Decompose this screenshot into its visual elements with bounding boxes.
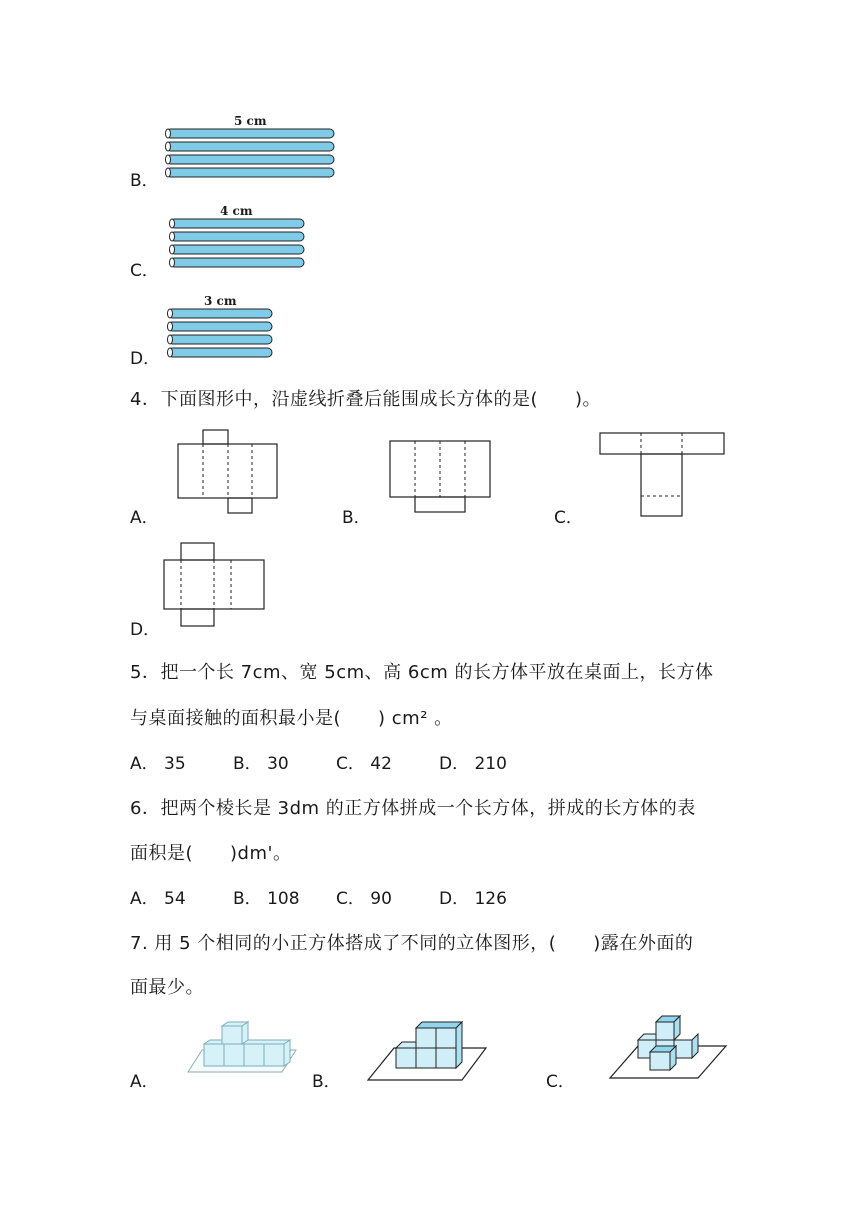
q4-option-d-label: D．	[130, 620, 161, 640]
q6-choice-a: A． 54	[130, 889, 186, 909]
q3-option-d-rods	[164, 306, 276, 362]
q4-option-d-net	[164, 543, 266, 629]
q5-choice-a: A． 35	[130, 754, 186, 774]
q6-choice-c: C． 90	[336, 889, 392, 909]
q4-option-a-label: A．	[130, 508, 159, 528]
rod	[166, 168, 334, 177]
rod	[166, 155, 334, 164]
q4-option-b-net	[390, 440, 492, 514]
q7-question-line1: 7. 用 5 个相同的小正方体搭成了不同的立体图形，( )露在外面的	[130, 933, 694, 954]
q4-question-text: 4．下面图形中，沿虚线折叠后能围成长方体的是( )。	[130, 389, 601, 410]
q3-option-d-rod-length: 3 cm	[204, 294, 237, 308]
q5-choice-d: D． 210	[439, 754, 507, 774]
q3-option-b-label: B．	[130, 171, 159, 191]
q5-question-line1: 5．把一个长 7cm、宽 5cm、高 6cm 的长方体平放在桌面上，长方体	[130, 662, 714, 683]
q7-option-c-label: C．	[546, 1072, 575, 1092]
q7-option-b-label: B．	[312, 1072, 341, 1092]
q7-option-a-label: A．	[130, 1072, 159, 1092]
q7-option-c-cubes	[608, 1014, 728, 1080]
q6-question-line2: 面积是( )dm'。	[130, 843, 292, 864]
q3-option-d-label: D．	[130, 349, 161, 369]
q5-choice-c: C． 42	[336, 754, 392, 774]
q3-option-c-rods	[166, 216, 308, 272]
q5-choice-b: B． 30	[233, 754, 289, 774]
rod	[166, 142, 334, 151]
q6-choice-b: B． 108	[233, 889, 300, 909]
q7-question-line2: 面最少。	[130, 977, 204, 998]
q3-option-c-rod-length: 4 cm	[220, 204, 253, 218]
rod	[166, 129, 334, 138]
q7-option-b-cubes	[366, 1018, 488, 1080]
q3-option-c-label: C．	[130, 261, 159, 281]
q6-question-line1: 6．把两个棱长是 3dm 的正方体拼成一个长方体，拼成的长方体的表	[130, 798, 696, 819]
q4-option-c-net	[600, 432, 726, 518]
q3-option-b-rod-length: 5 cm	[234, 114, 267, 128]
q4-option-c-label: C．	[554, 508, 583, 528]
q4-option-a-net	[178, 430, 278, 514]
q5-question-line2: 与桌面接触的面积最小是( ) cm² 。	[130, 708, 453, 729]
q3-option-b-rods	[162, 126, 338, 182]
q6-choice-d: D． 126	[439, 889, 507, 909]
q7-option-a-cubes	[188, 1020, 298, 1076]
q4-option-b-label: B．	[342, 508, 371, 528]
